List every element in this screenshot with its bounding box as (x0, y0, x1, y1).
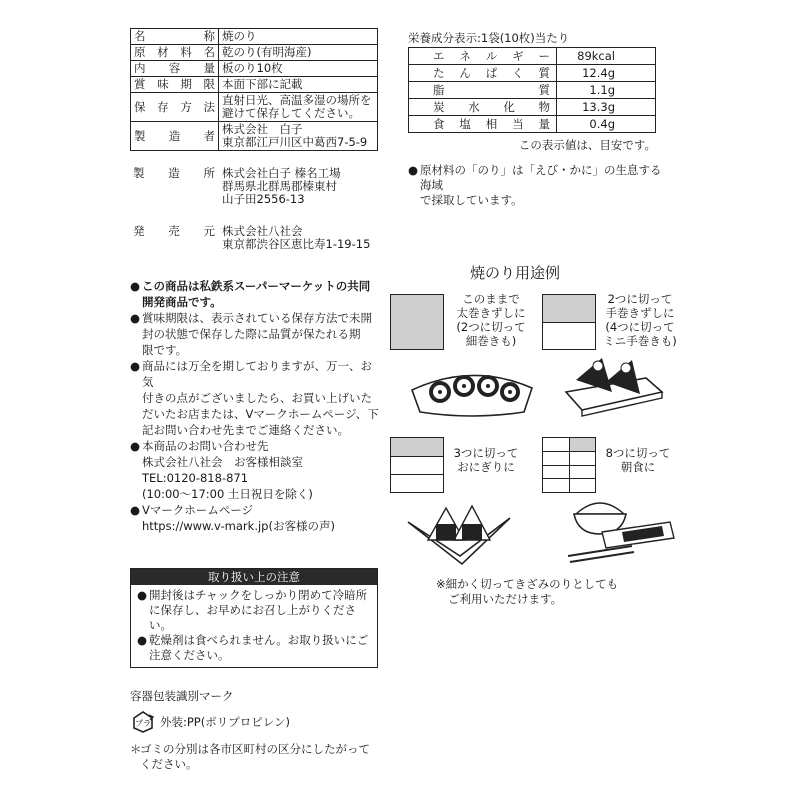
use-line: 太巻きずしに (456, 306, 526, 320)
label-key: 原材料名 (131, 45, 219, 61)
nutrition-value: 13.3g (557, 99, 656, 116)
notes (130, 278, 382, 534)
handling-title: 取り扱い上の注意 (131, 569, 377, 585)
sheet-cell-shaded (391, 438, 443, 456)
handling-item (137, 633, 373, 663)
packaging-title: 容器包装識別マーク (130, 689, 234, 703)
note-line: 本商品のお問い合わせ先 (142, 439, 269, 453)
use-line: (2つに切って (456, 320, 526, 334)
website-url: https://www.v-mark.jp(お客様の声) (142, 519, 335, 533)
nutrition-value: 12.4g (557, 65, 656, 82)
label-value (219, 93, 378, 122)
label-row-name (131, 29, 378, 45)
temaki-board-illustration (562, 352, 666, 422)
uses-footnote (436, 577, 618, 607)
asterisk-icon: ＊ (130, 742, 142, 756)
nutrition-note-line: 原材料の「のり」は「えび・かに」の生息する海域 (420, 163, 662, 192)
note-line: 開発商品です。 (142, 295, 222, 309)
handling-item (137, 588, 373, 633)
note-line: 賞味期限は、表示されている保存方法で未開 (142, 311, 372, 325)
nutrition-key: 炭水化物 (409, 99, 557, 116)
note-line: 記お問い合わせ先までご連絡ください。 (142, 423, 349, 437)
label-row-ingredients (131, 45, 378, 61)
note-best-before (130, 310, 382, 358)
handling-line: 注意ください。 (149, 648, 230, 662)
note-inquiry-details (130, 454, 382, 502)
cut-line (543, 322, 595, 323)
use-line: ミニ手巻きも) (603, 334, 677, 348)
use-line: 手巻きずしに (605, 306, 675, 320)
note-line: 付きの点がございましたら、お買い上げいた (142, 391, 372, 405)
label-line: 直射日光、高温多湿の場所を (222, 93, 372, 107)
bullet-icon: ● (130, 311, 141, 325)
label-line: 東京都渋谷区恵比寿1-19-15 (222, 237, 371, 251)
sheet-cell-shaded (391, 295, 443, 349)
recycle-mark (130, 710, 290, 734)
use-text-onigiri (446, 446, 526, 474)
label-key: 製造所 (133, 166, 215, 180)
label-value (219, 122, 378, 151)
garbage-note (130, 742, 382, 772)
use-line: 細巻きも) (465, 334, 517, 348)
breakfast-illustration (566, 492, 676, 570)
bullet-icon: ● (130, 359, 141, 373)
use-line: このままで (462, 292, 520, 306)
cut-line (391, 456, 443, 457)
label-row-best-before (131, 77, 378, 93)
eighth-sheet-diagram (542, 437, 596, 493)
bullet-icon: ● (137, 633, 148, 647)
note-line: 商品には万全を期しておりますが、万一、お気 (142, 359, 372, 389)
handling-body (131, 585, 377, 667)
label-row-storage (131, 93, 378, 122)
nutrition-title: 栄養成分表示:1袋(10枚)当たり (408, 31, 570, 45)
label-key: 名称 (131, 29, 219, 45)
label-key: 製造者 (131, 122, 219, 151)
label-line: 群馬県北群馬郡榛東村 (222, 179, 337, 193)
use-text-temaki (598, 292, 682, 348)
futomaki-plate-illustration (406, 352, 538, 422)
garbage-line: ゴミの分別は各市区町村の区分にしたがって (140, 742, 370, 756)
nutrition-key: たんぱく質 (409, 65, 557, 82)
cut-line (543, 478, 595, 479)
nutrition-key: 脂質 (409, 82, 557, 99)
cut-line (391, 474, 443, 475)
label-table (130, 28, 378, 151)
label-value: 板のり10枚 (219, 61, 378, 77)
note-line: 株式会社八社会 お客様相談室 (142, 455, 303, 469)
footnote-line: ご利用いただけます。 (448, 592, 563, 606)
label-free-rows (130, 167, 380, 251)
use-line: 8つに切って (605, 446, 671, 460)
use-line: (4つに切って (605, 320, 675, 334)
handling-line: 開封後はチャックをしっかり閉めて冷暗所 (149, 588, 368, 602)
bullet-icon: ● (130, 439, 141, 453)
sheet-cell-shaded (569, 438, 595, 451)
nutrition-value: 1.1g (557, 82, 656, 99)
nutrition-row (409, 82, 656, 99)
label-key: 内容量 (131, 61, 219, 77)
label-value: 本面下部に記載 (219, 77, 378, 93)
note-line: Vマークホームページ (142, 503, 254, 517)
note-cooperative (130, 278, 382, 310)
footnote-line: ※細かく切ってきざみのりとしても (436, 577, 619, 591)
packaging-material: 外装:PP(ポリプロピレン) (160, 715, 290, 729)
label-row-factory (130, 167, 380, 206)
note-line: 限です。 (142, 343, 188, 357)
use-line: おにぎりに (457, 460, 515, 474)
nutrition-row (409, 65, 656, 82)
note-website-heading (130, 502, 382, 518)
note-inquiry-heading (130, 438, 382, 454)
label-row-quantity (131, 61, 378, 77)
nutrition-key: エネルギー (409, 48, 557, 65)
use-text-futomaki (446, 292, 536, 348)
label-line: 避けて保存してください。 (222, 106, 360, 120)
note-website-url (130, 518, 382, 534)
nutrition-note-line: で採取しています。 (420, 193, 523, 207)
nutrition-row (409, 116, 656, 133)
handling-line: 乾燥剤は食べられません。お取り扱いにご (149, 633, 369, 647)
label-value (218, 225, 370, 251)
use-line: 3つに切って (453, 446, 519, 460)
garbage-line: ください。 (140, 757, 198, 771)
nutrition-note (408, 163, 668, 208)
bullet-icon: ● (408, 163, 419, 177)
label-key: 賞味期限 (131, 77, 219, 93)
recycle-pla-icon (130, 710, 156, 734)
nutrition-row (409, 48, 656, 65)
note-contact-request (130, 358, 382, 438)
nutrition-table (408, 47, 656, 133)
nutrition-value: 0.4g (557, 116, 656, 133)
label-row-seller (130, 225, 380, 251)
bullet-icon: ● (137, 588, 148, 602)
sheet-cell-shaded (543, 295, 595, 322)
third-sheet-diagram (390, 437, 444, 493)
use-line: 2つに切って (607, 292, 673, 306)
label-value: 焼のり (219, 29, 378, 45)
handling-box (130, 568, 378, 668)
note-line: (10:00～17:00 土日祝日を除く) (142, 487, 313, 501)
phone-number: TEL:0120-818-871 (142, 471, 249, 485)
recycle-mark-text: プラ (135, 719, 151, 728)
label-line: 株式会社白子 榛名工場 (222, 166, 341, 180)
label-line: 株式会社八社会 (222, 224, 303, 238)
half-sheet-diagram (542, 294, 596, 350)
uses-title: 焼のり用途例 (470, 264, 561, 282)
nutrition-value: 89kcal (557, 48, 656, 65)
label-row-manufacturer (131, 122, 378, 151)
label-value (218, 167, 341, 206)
nutrition-row (409, 99, 656, 116)
use-line: 朝食に (620, 460, 656, 474)
onigiri-plate-illustration (404, 500, 514, 566)
use-text-breakfast (598, 446, 678, 474)
note-line: この商品は私鉄系スーパーマーケットの共同 (142, 279, 371, 293)
bullet-icon: ● (130, 279, 141, 293)
nutrition-key: 食塩相当量 (409, 116, 557, 133)
label-line: 山子田2556-13 (222, 192, 305, 206)
label-key: 保存方法 (131, 93, 219, 122)
handling-line: に保存し、お早めにお召し上がりください。 (149, 603, 356, 632)
note-line: 封の状態で保存した際に品質が保たれる期 (142, 327, 361, 341)
label-value: 乾のり(有明海産) (219, 45, 378, 61)
cut-line (543, 451, 595, 452)
label-line: 株式会社 白子 (222, 122, 303, 136)
label-key: 発売元 (133, 224, 215, 238)
cut-line (543, 465, 595, 466)
bullet-icon: ● (130, 503, 141, 517)
nutrition-footer: この表示値は、目安です。 (518, 138, 656, 152)
label-line: 東京都江戸川区中葛西7-5-9 (222, 135, 368, 149)
whole-sheet-diagram (390, 294, 444, 350)
note-line: だいたお店または、Vマークホームページ、下 (142, 407, 379, 421)
